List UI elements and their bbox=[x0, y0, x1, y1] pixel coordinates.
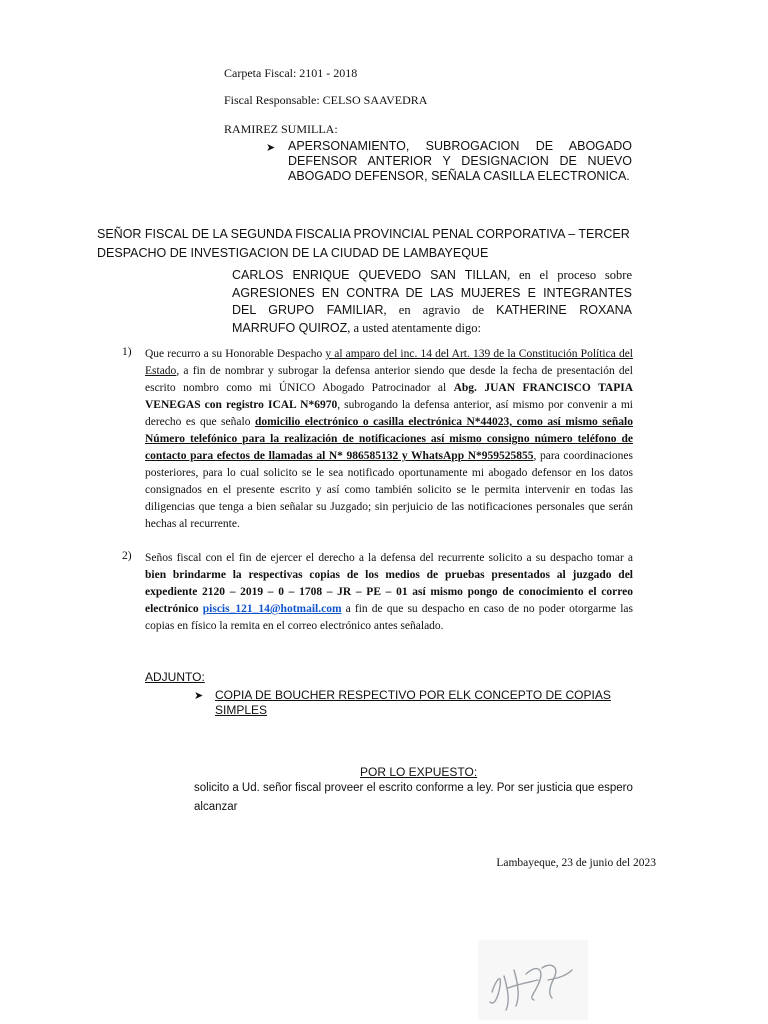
item-number: 2) bbox=[122, 550, 132, 562]
item1-text-4: , para coordinaciones posteriores, para lo cual solicito se le sea notificado oportunamente mi abogado defensor en los datos consignados en el presente escrito y así como también solicito se le permita intervenir en todas las diligencias que tenga a bien señalar su Juzgado; sin perjuicio de las notificaciones personales que serán hechas al recurrente. bbox=[145, 450, 634, 530]
adjunto-item: COPIA DE BOUCHER RESPECTIVO POR ELK CONCEPTO DE COPIAS SIMPLES bbox=[215, 688, 611, 717]
intro-paragraph bbox=[232, 267, 632, 337]
constitution-reference: y al amparo del inc. 14 del Art. 139 de la Constitución Política del Estado bbox=[145, 348, 633, 377]
item-paragraph-2 bbox=[145, 550, 633, 635]
request-copies-text: bien brindarme la respectivas copias de los medios de pruebas presentados al juzgado del expediente 2120 – 2019 – 0 – 1708 – JR – PE – 01 así mismo pongo de conocimiento el correo electrónico bbox=[145, 569, 633, 615]
fiscal-responsable: Fiscal Responsable: CELSO SAAVEDRA bbox=[224, 93, 428, 107]
item1-text-2: , a fin de nombrar y subrogar la defensa anterior siendo que desde la fecha de presentación del escrito nombro como mi ÚNICO Abogado Patrocinador al bbox=[145, 365, 633, 394]
closing-request: solicito a Ud. señor fiscal proveer el escrito conforme a ley. Por ser justicia que espero alcanzar bbox=[194, 782, 633, 813]
arrowhead-bullet-icon: ➤ bbox=[194, 690, 204, 702]
item2-text-1: Seños fiscal con el fin de ejercer el derecho a la defensa del recurrente solicito a su despacho tomar a bbox=[145, 552, 633, 564]
por-lo-expuesto-heading: POR LO EXPUESTO: bbox=[360, 765, 478, 779]
intro-text-2: , en agravio de bbox=[383, 303, 497, 317]
item2-text-2: a fin de que su despacho en caso de no poder otorgarme las copias en físico la remita en el correo electrónico antes señalado. bbox=[145, 603, 634, 632]
sumilla-item: APERSONAMIENTO, SUBROGACION DE ABOGADO DEFENSOR ANTERIOR Y DESIGNACION DE NUEVO ABOGADO DEFENSOR, SEÑALA CASILLA ELECTRONICA. bbox=[288, 139, 632, 183]
addressee: SEÑOR FISCAL DE LA SEGUNDA FISCALIA PROVINCIAL PENAL CORPORATIVA – TERCER DESPACHO DE INVESTIGACION DE LA CIUDAD DE LAMBAYEQUE bbox=[97, 227, 630, 260]
date-place: Lambayeque, 23 de junio del 2023 bbox=[496, 857, 656, 869]
intro-text-3: , a usted atentamente digo: bbox=[347, 320, 481, 335]
process-name: AGRESIONES EN CONTRA DE LAS MUJERES E INTEGRANTES DEL GRUPO FAMILIAR bbox=[232, 285, 632, 317]
item1-text-3: , subrogando la defensa anterior, así mismo por convenir a mi derecho es que señalo bbox=[145, 399, 633, 428]
item-number: 1) bbox=[122, 346, 132, 358]
item1-text-1: Que recurro a su Honorable Despacho bbox=[145, 348, 326, 360]
lawyer-name: Abg. JUAN FRANCISCO TAPIA VENEGAS con registro ICAL N*6970 bbox=[145, 382, 633, 411]
contact-details: domicilio electrónico o casilla electrónica N*44023, como así mismo señalo Número telefónico para la realización de notificaciones así mismo consigno número teléfono de contacto para efectos de llamadas al N* 986585132 y WhatsApp N*959525855 bbox=[145, 416, 633, 462]
item-paragraph-1 bbox=[145, 346, 633, 533]
arrowhead-bullet-icon: ➤ bbox=[266, 142, 276, 154]
email-link[interactable]: piscis_121_14@hotmail.com bbox=[202, 603, 342, 615]
handwritten-signature bbox=[478, 940, 588, 1020]
victim-name: KATHERINE ROXANA MARRUFO QUIROZ bbox=[232, 303, 633, 335]
carpeta-fiscal: Carpeta Fiscal: 2101 - 2018 bbox=[224, 66, 358, 80]
adjunto-heading: ADJUNTO: bbox=[145, 670, 205, 684]
sumilla-heading: RAMIREZ SUMILLA: bbox=[224, 122, 338, 136]
petitioner-name: CARLOS ENRIQUE QUEVEDO SAN TILLAN bbox=[232, 268, 508, 282]
intro-text-1: , en el proceso sobre bbox=[507, 268, 632, 282]
